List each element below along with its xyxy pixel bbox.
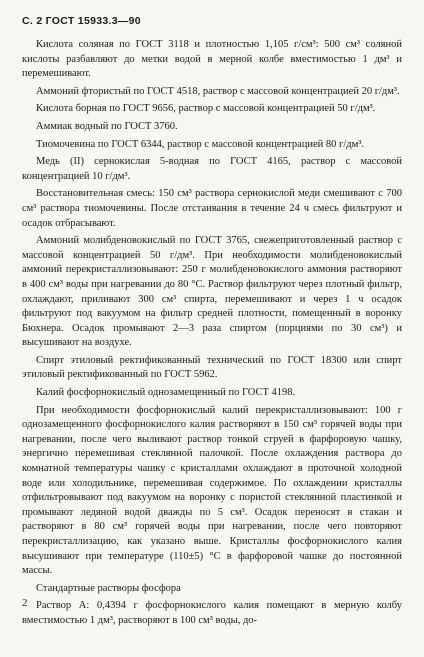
paragraph: Медь (II) сернокислая 5-водная по ГОСТ 4165, раствор с массовой концентрацией 10 г/дм³. <box>22 156 402 182</box>
page-number: 2 <box>22 597 28 609</box>
paragraph: Спирт этиловый ректификованный технический по ГОСТ 18300 или спирт этиловый ректификованный по ГОСТ 5962. <box>22 354 402 381</box>
paragraph: Аммоний молибденовокислый по ГОСТ 3765, свежеприготовленный раствор с массовой концентрацией 50 г/дм³. При необходимости молибденовокислый аммоний перекристаллизовывают: 250 г молибденовокислого аммония растворяют в 400 см³ воды при нагревании до 80 °С. Раствор фильтруют через плотный фильтр, охлаждают, приливают 300 см³ спирта, перемешивают и через 1 ч осадок фильтруют под вакуумом на фильтр средней плотности, помещенный в воронку Бюхнера. Осадок промывают 2—3 раза спиртом (порциями по 30 см³) и высушивают на воздухе. <box>22 235 402 349</box>
page-header: С. 2 ГОСТ 15933.3—90 <box>22 15 141 27</box>
section-heading: Стандартные растворы фосфора <box>36 582 181 594</box>
paragraph: Раствор А: 0,4394 г фосфорнокислого калия помещают в мерную колбу вместимостью 1 дм³, растворяют в 100 см³ воды, до- <box>22 600 402 626</box>
paragraph: Тиомочевина по ГОСТ 6344, раствор с массовой концентрацией 80 г/дм³. <box>36 138 365 150</box>
document-body <box>22 38 402 632</box>
paragraph: Кислота соляная по ГОСТ 3118 и плотностью 1,105 г/см³: 500 см³ соляной кислоты разбавляют до метки водой в мерной колбе вместимостью 1 дм³ и перемешивают. <box>22 39 402 80</box>
paragraph: Аммиак водный по ГОСТ 3760. <box>36 120 178 132</box>
paragraph: Аммоний фтористый по ГОСТ 4518, раствор с массовой концентрацией 20 г/дм³. <box>36 85 400 97</box>
paragraph: При необходимости фосфорнокислый калий перекристаллизовывают: 100 г однозамещенного фосфорнокислого калия растворяют в 150 см³ горячей воды при нагревании, после чего выливают раствор тонкой струей в фарфоровую чашку, энергично перемешивая стеклянной палочкой. После охлаждения раствора до комнатной температуры чашку с кристаллами охлаждают в проточной холодной воде или холодильнике, перемешивая содержимое. По охлаждении кристаллы отфильтровывают под вакуумом на воронку с пористой стеклянной пластинкой и промывают ледяной водой дважды по 5 см³. Осадок переносят в стакан и растворяют в 80 см³ горячей воды при нагревании, после чего повторяют перекристаллизацию, как указано выше. Кристаллы фосфорнокислого калия высушивают при температуре (110±5) °С в фарфоровой чашке до постоянной массы. <box>22 404 402 577</box>
paragraph: Калий фосфорнокислый однозамещенный по ГОСТ 4198. <box>36 387 296 399</box>
paragraph: Кислота борная по ГОСТ 9656, раствор с массовой концентрацией 50 г/дм³. <box>36 103 376 115</box>
paragraph: Восстановительная смесь: 150 см³ раствора сернокислой меди смешивают с 700 см³ раствора тиомочевины. После отстаивания в течение 24 ч смесь фильтруют и осадок отбрасывают. <box>22 188 402 229</box>
